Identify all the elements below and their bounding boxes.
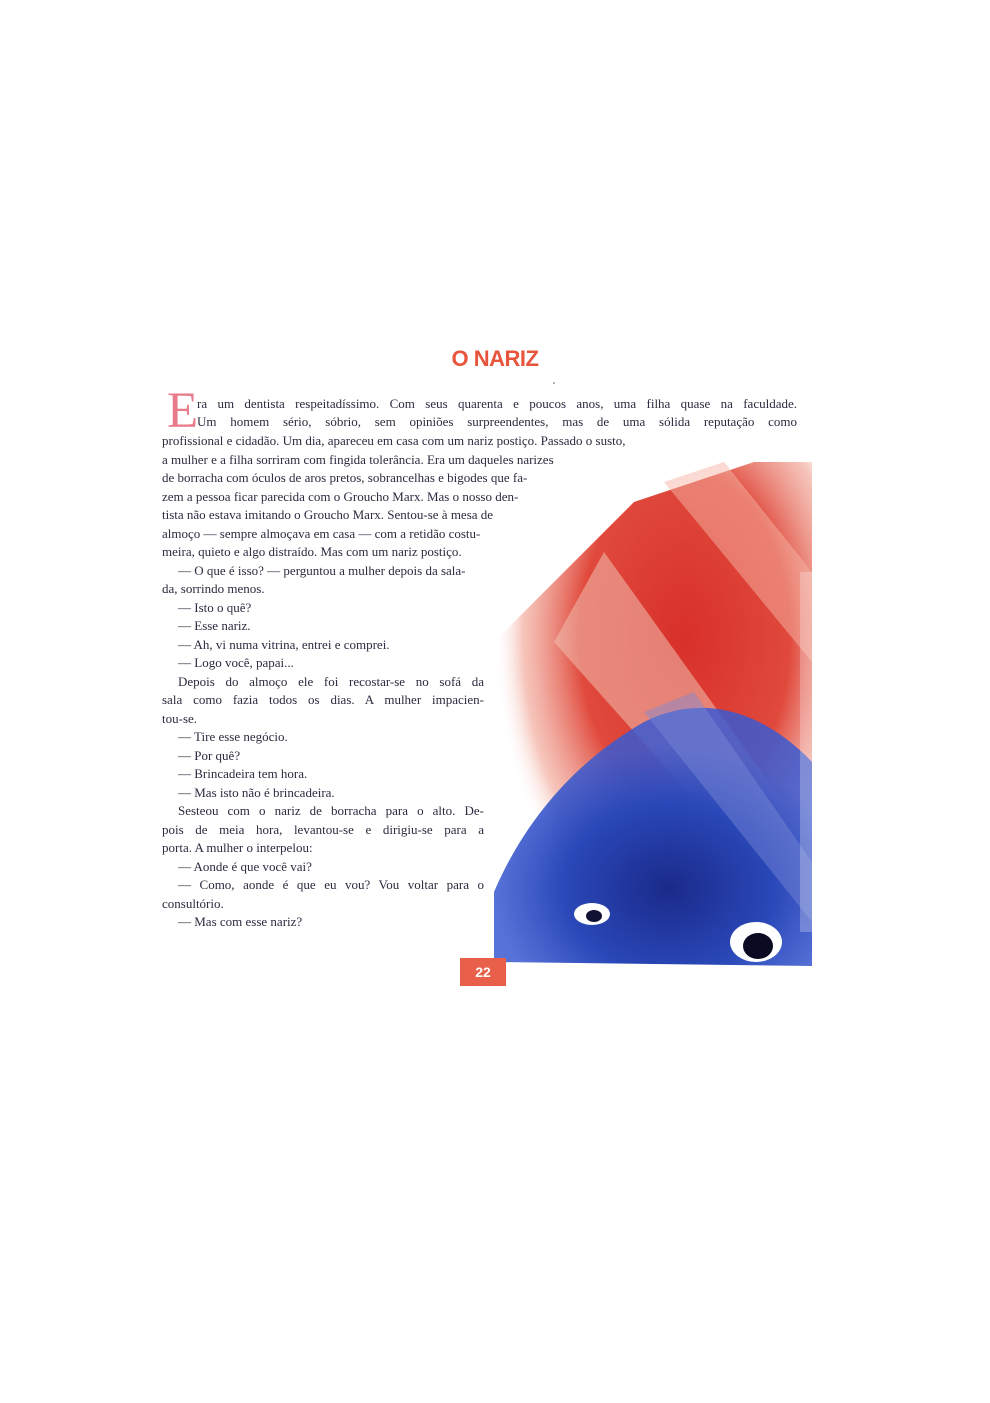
text-line: sala como fazia todos os dias. A mulher impacien- [162, 692, 484, 707]
text-line: — Por quê? [178, 748, 241, 763]
text-line: Depois do almoço ele foi recostar-se no sofá da [178, 674, 484, 689]
text-line: — Isto o quê? [178, 600, 252, 615]
text-line: tou-se. [162, 711, 198, 726]
text-line: meira, quieto e algo distraído. Mas com um nariz postiço. [162, 544, 462, 559]
text-line: ra um dentista respeitadíssimo. Com seus quarenta e poucos anos, uma filha quase na faculdade. [197, 396, 797, 411]
text-line: profissional e cidadão. Um dia, apareceu em casa com um nariz postiço. Passado o susto, [162, 433, 626, 448]
text-line: — Tire esse negócio. [178, 729, 288, 744]
text-line: — Esse nariz. [178, 618, 251, 633]
text-line: pois de meia hora, levantou-se e dirigiu-se para a [162, 822, 484, 837]
text-line: zem a pessoa ficar parecida com o Groucho Marx. Mas o nosso den- [162, 489, 519, 504]
abstract-illustration [494, 462, 812, 966]
text-line: de borracha com óculos de aros pretos, sobrancelhas e bigodes que fa- [162, 470, 528, 485]
text-line: Um homem sério, sóbrio, sem opiniões surpreendentes, mas de uma sólida reputação como [197, 414, 797, 429]
text-line: — Brincadeira tem hora. [178, 766, 308, 781]
text-line: tista não estava imitando o Groucho Marx. Sentou-se à mesa de [162, 507, 494, 522]
text-line: — Como, aonde é que eu vou? Vou voltar para o [178, 877, 484, 892]
text-line: — Logo você, papai... [178, 655, 294, 670]
text-line: — Mas isto não é brincadeira. [178, 785, 335, 800]
text-line: consultório. [162, 896, 224, 911]
text-line: a mulher e a filha sorriram com fingida tolerância. Era um daqueles narizes [162, 452, 554, 467]
drop-cap: E [167, 383, 199, 439]
page-title: O NARIZ [451, 346, 539, 371]
text-line: Sesteou com o nariz de borracha para o alto. De- [178, 803, 484, 818]
text-line: — Mas com esse nariz? [178, 914, 303, 929]
stray-dot [553, 382, 555, 384]
page-number-badge: 22 [460, 958, 506, 986]
text-line: da, sorrindo menos. [162, 581, 265, 596]
text-line: porta. A mulher o interpelou: [162, 840, 313, 855]
text-line: — O que é isso? — perguntou a mulher depois da sala- [178, 563, 466, 578]
text-line: almoço — sempre almoçava em casa — com a retidão costu- [162, 526, 481, 541]
text-line: — Aonde é que você vai? [178, 859, 312, 874]
text-line: — Ah, vi numa vitrina, entrei e comprei. [178, 637, 390, 652]
